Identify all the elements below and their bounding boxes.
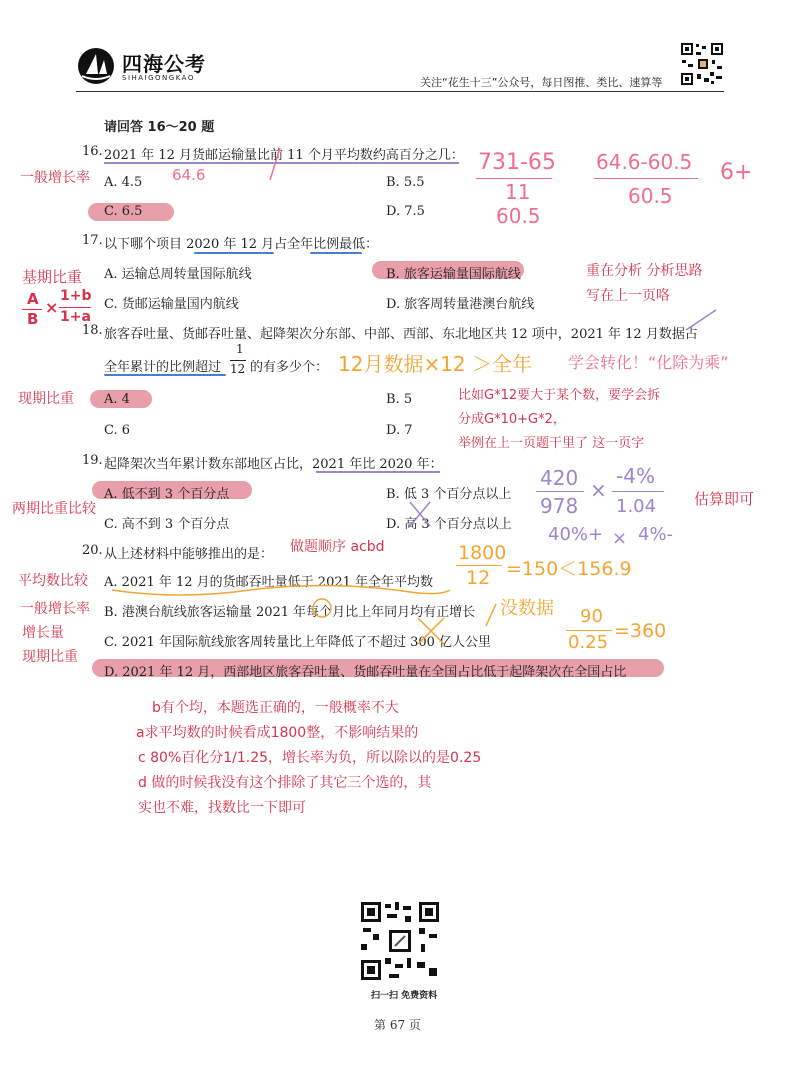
header-note: 关注“花生十三”公众号，每日图推、类比、速算等 [420, 76, 663, 89]
q18-option-c: C. 6 [104, 423, 131, 438]
q19-calc-b-num: -4% [616, 464, 655, 488]
q18-text-line1: 旅客吞吐量、货邮吞吐量、起降架次分东部、中部、西部、东北地区共 12 项中，2021 年 12 月数据占 [104, 327, 698, 342]
q19-calc-b-bar [612, 491, 664, 492]
q18-learn: 学会转化！“化除为乘” [568, 353, 729, 372]
q18-note-1: 比如G*12要大于某个数，要学会拆 [458, 388, 661, 403]
q20-b-note: 没数据 [500, 598, 554, 619]
q20-option-d: D. 2021 年 12 月，西部地区旅客吞吐量、货邮吞吐量在全国占比低于起降架次在全国占比 [104, 665, 627, 680]
q18-number: 18. [82, 323, 103, 338]
q16-option-c: C. 6.5 [104, 204, 143, 219]
logo-subtitle: SIHAIGONGKAO [122, 74, 195, 82]
q17-formula-times: × [45, 298, 59, 317]
q17-text: 以下哪个项目 2020 年 12 月占全年比例最低： [104, 237, 379, 252]
summary-line-3: c 80%百化分1/1.25，增长率为负，所以除以的是0.25 [138, 750, 482, 766]
q19-number: 19. [82, 453, 103, 468]
q20-note-left-2: 一般增长率 [20, 601, 90, 617]
q16-text: 2021 年 12 月货邮运输量比前 11 个月平均数约高百分之几： [104, 148, 464, 163]
q16-calc2-bar [594, 178, 698, 179]
summary-line-2: a求平均数的时候看成1800整，不影响结果的 [136, 725, 419, 741]
logo-name: 四海公考 [122, 52, 206, 76]
q20-c-bar [566, 630, 612, 631]
q20-option-a: A. 2021 年 12 月的货邮吞吐量低于 2021 年全年平均数 [104, 575, 434, 590]
q20-a-num: 1800 [458, 542, 507, 564]
q19-option-d: D. 高 3 个百分点以上 [386, 517, 512, 532]
q17-note-1: 重在分析 分析思路 [586, 263, 703, 279]
q20-c-den: 0.25 [568, 632, 609, 653]
q16-calc1-res: 60.5 [496, 204, 541, 228]
summary-line-1: b有个均，本题选正确的，一般概率不大 [152, 700, 399, 716]
q17-formula-a: A [27, 290, 39, 308]
q16-calc2-num: 64.6-60.5 [596, 150, 693, 174]
q19-note-left: 两期比重比较 [12, 501, 96, 517]
q16-calc2-res: 6+ [720, 160, 753, 185]
summary-line-5: 实也不难，找数比一下即可 [138, 800, 306, 816]
q19-option-c: C. 高不到 3 个百分点 [104, 517, 230, 532]
q16-calc1-den: 11 [505, 180, 531, 204]
q20-note-left-4: 现期比重 [22, 649, 78, 665]
q16-calc2-den: 60.5 [628, 184, 673, 208]
q16-note-left: 一般增长率 [20, 170, 90, 186]
q17-formula-bar [59, 307, 91, 308]
q17-number: 17. [82, 233, 103, 248]
q19-calc-times: × [590, 478, 607, 502]
q19-calc-a-num: 420 [540, 466, 579, 490]
q19-pct1: 40%+ [548, 524, 604, 545]
footer-qr-caption: 扫一扫 免费资料 [371, 991, 438, 1001]
q18-option-a: A. 4 [104, 392, 130, 407]
q16-calc1-bar [476, 178, 552, 179]
q19-calc-b-den: 1.04 [616, 496, 657, 517]
q20-option-b: B. 港澳台航线旅客运输量 2021 年每个月比上年同月均有正增长 [104, 605, 476, 620]
q19-option-a: A. 低不到 3 个百分点 [104, 487, 230, 502]
q20-number: 20. [82, 543, 103, 558]
footer-qr-code [359, 900, 441, 982]
q18-note-2: 分成G*10+G*2， [458, 412, 566, 427]
q18-option-b: B. 5 [386, 392, 413, 407]
q19-calc-a-den: 978 [540, 494, 579, 518]
q18-hint: 12月数据×12 ＞全年 [338, 352, 533, 376]
summary-line-4: d 做的时候我没有这个排除了其它三个选的，其 [138, 775, 432, 791]
q20-c-num: 90 [580, 606, 603, 627]
q18-fraction-den: 12 [230, 362, 246, 376]
q20-a-result: =150＜156.9 [506, 558, 632, 580]
q16-number: 16. [82, 144, 103, 159]
q20-option-c: C. 2021 年国际航线旅客周转量比上年降低了不超过 300 亿人公里 [104, 635, 492, 650]
q16-option-d: D. 7.5 [386, 204, 425, 219]
q18-text-line2-post: 的有多少个： [250, 360, 329, 375]
q19-calc-a-bar [536, 491, 584, 492]
q20-note-left-1: 平均数比较 [18, 573, 88, 589]
q18-option-d: D. 7 [386, 423, 413, 438]
q20-order: 做题顺序 acbd [290, 539, 385, 555]
q17-option-d: D. 旅客周转量港澳台航线 [386, 297, 535, 312]
q16-option-b: B. 5.5 [386, 175, 425, 190]
q19-text: 起降架次当年累计数东部地区占比，2021 年比 2020 年： [104, 457, 443, 472]
q17-option-c: C. 货邮运输量国内航线 [104, 297, 239, 312]
q16-calc1-num: 731-65 [478, 150, 556, 175]
page-number: 第 67 页 [374, 1018, 421, 1032]
q19-estimate: 估算即可 [694, 490, 755, 508]
q20-text: 从上述材料中能够推出的是： [104, 547, 274, 562]
q17-note-left: 基期比重 [22, 268, 83, 286]
q19-pct2: 4%- [638, 524, 674, 545]
q17-note-2: 写在上一页咯 [586, 288, 670, 304]
q17-formula-num: 1+b [60, 288, 92, 304]
q16-option-a: A. 4.5 [104, 175, 143, 190]
section-title: 请回答 16～20 题 [104, 120, 215, 135]
q18-fraction-num: 1 [236, 342, 244, 356]
q20-note-left-3: 增长量 [22, 625, 64, 641]
q18-note-left: 现期比重 [18, 391, 74, 407]
q18-text-line2-pre: 全年累计的比例超过 [104, 360, 222, 375]
q17-option-b: B. 旅客运输量国际航线 [386, 267, 521, 282]
q19-calc-times-2: × [612, 528, 628, 549]
q18-note-3: 举例在上一页题干里了 这一页字 [458, 436, 645, 451]
q20-a-bar [456, 565, 502, 566]
q20-a-den: 12 [466, 567, 491, 589]
q20-c-result: =360 [614, 620, 667, 642]
q16-note-value: 64.6 [172, 166, 206, 184]
q19-option-b: B. 低 3 个百分点以上 [386, 487, 512, 502]
q17-option-a: A. 运输总周转量国际航线 [104, 267, 252, 282]
q17-formula-den: 1+a [60, 309, 91, 325]
q17-formula-b: B [27, 310, 39, 328]
